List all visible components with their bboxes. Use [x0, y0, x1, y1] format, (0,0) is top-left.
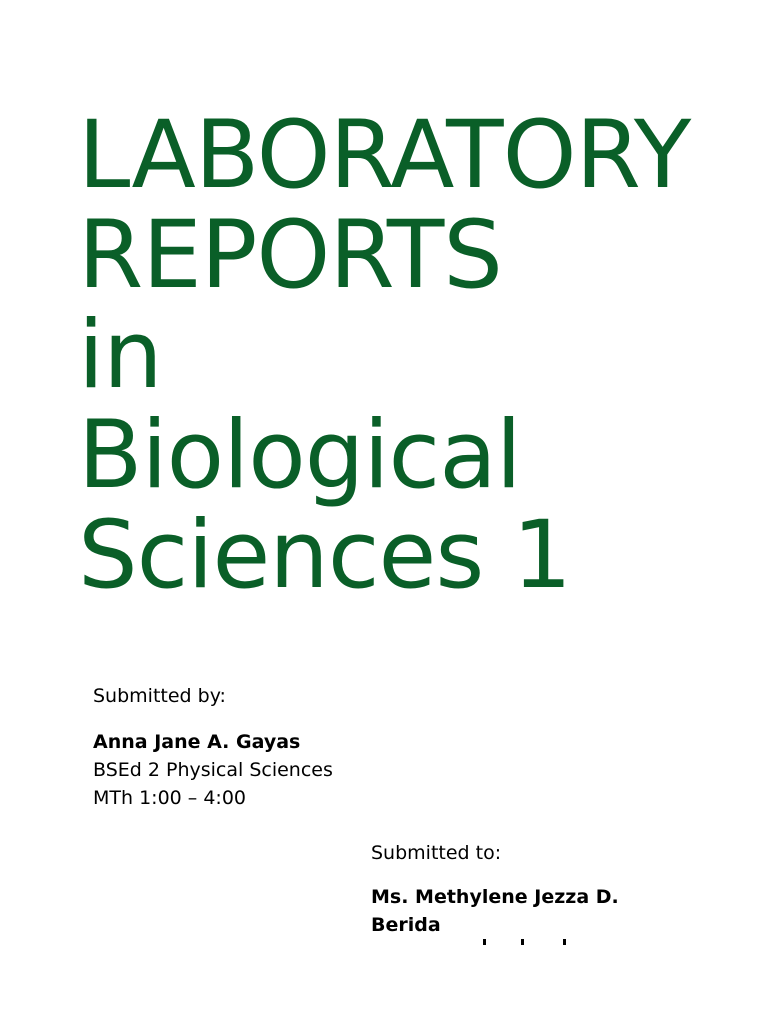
author-schedule: MTh 1:00 – 4:00: [93, 787, 246, 809]
title-line-4: Biological: [78, 401, 521, 510]
author-course: BSEd 2 Physical Sciences: [93, 759, 333, 781]
instructor-name-line-2: Berida: [371, 914, 441, 936]
submitted-to-label: Submitted to:: [371, 842, 502, 864]
instructor-name-line-1: Ms. Methylene Jezza D.: [371, 886, 619, 908]
title-line-1: LABORATORY: [78, 101, 691, 210]
title-line-2: REPORTS: [78, 201, 502, 310]
cutoff-text-fragment: [371, 939, 751, 953]
submitted-by-label: Submitted by:: [93, 685, 226, 707]
author-name: Anna Jane A. Gayas: [93, 731, 301, 753]
title-line-5: Sciences 1: [78, 501, 572, 610]
report-title: [78, 101, 758, 610]
title-line-3: in: [78, 301, 162, 410]
